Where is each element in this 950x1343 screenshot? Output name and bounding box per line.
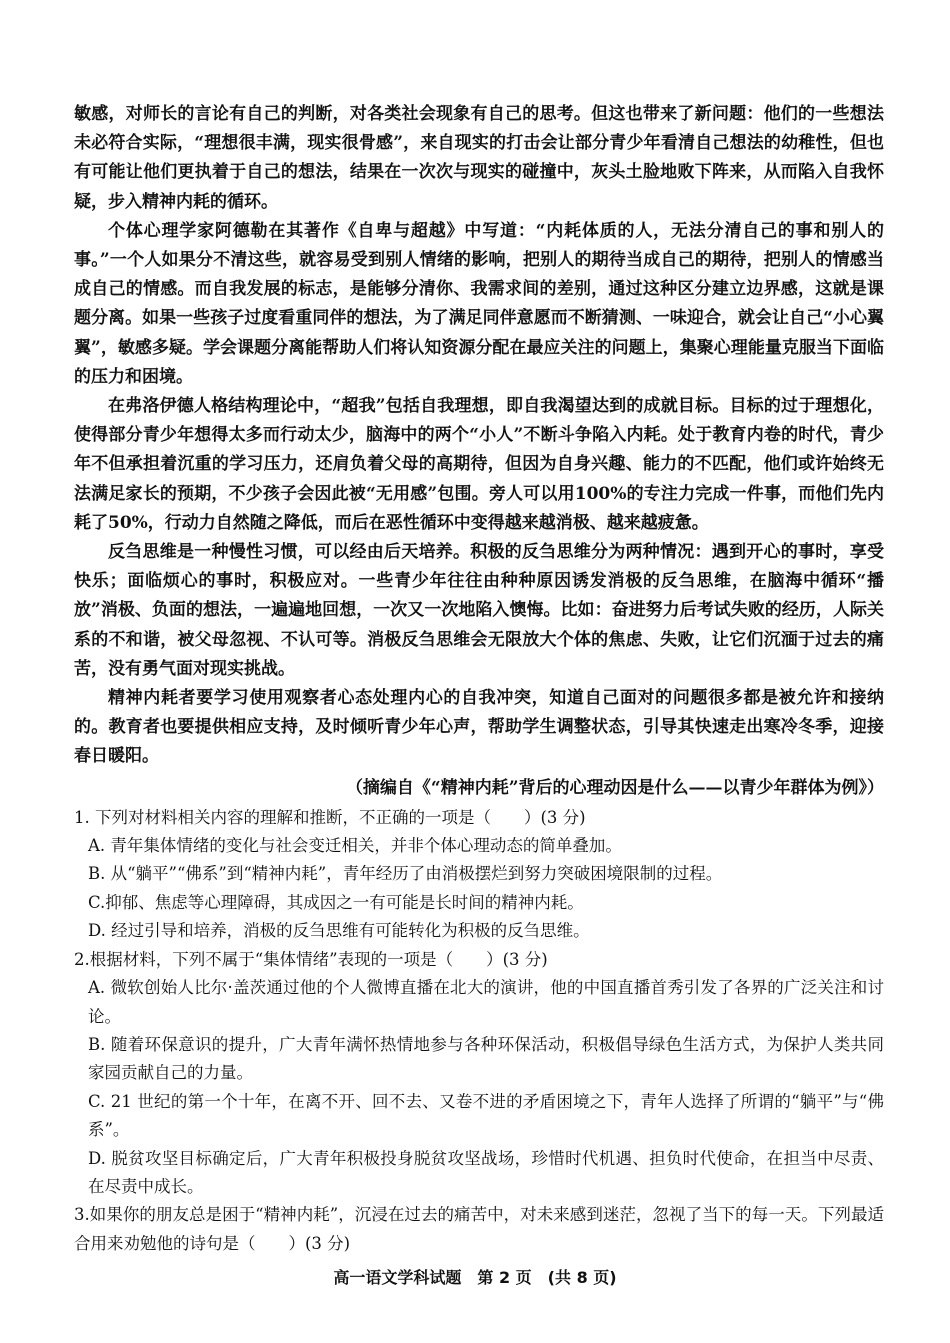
option-a: A. 微软创始人比尔·盖茨通过他的个人微博直播在北大的演讲，他的中国直播首秀引发了各界的广泛关注和讨论。 <box>88 978 884 1026</box>
question-list <box>74 804 884 1259</box>
option-b: B. 从“躺平”“佛系”到“精神内耗”，青年经历了由消极摆烂到努力突破困境限制的过程。 <box>88 864 723 884</box>
passage-paragraph: 在弗洛伊德人格结构理论中，“超我”包括自我理想，即自我渴望达到的成就目标。目标的过于理想化，使得部分青少年想得太多而行动太少，脑海中的两个“小人”不断斗争陷入内耗。处于教育内卷的时代，青少年不但承担着沉重的学习压力，还肩负着父母的高期待，但因为自身兴趣、能力的不匹配，他们或许始终无法满足家长的预期，不少孩子会因此被“无用感”包围。旁人可以用100%的专注力完成一件事，而他们先内耗了50%，行动力自然随之降低，而后在恶性循环中变得越来越消极、越来越疲惫。 <box>74 396 884 533</box>
passage-paragraph: 个体心理学家阿德勒在其著作《自卑与超越》中写道：“内耗体质的人，无法分清自己的事和别人的事。”一个人如果分不清这些，就容易受到别人情绪的影响，把别人的期待当成自己的期待，把别人的情感当成自己的情感。而自我发展的标志，是能够分清你、我需求间的差别，通过这种区分建立边界感，这就是课题分离。如果一些孩子过度看重同伴的想法，为了满足同伴意愿而不断猜测、一味迎合，就会让自己“小心翼翼”，敏感多疑。学会课题分离能帮助人们将认知资源分配在最应关注的问题上，集聚心理能量克服当下面临的压力和困境。 <box>74 220 884 387</box>
question-2 <box>74 946 884 1202</box>
option-c: C. 21 世纪的第一个十年，在离不开、回不去、又卷不进的矛盾困境之下，青年人选择了所谓的“躺平”与“佛系”。 <box>88 1091 884 1140</box>
option-c: C.抑郁、焦虑等心理障碍，其成因之一有可能是长时间的精神内耗。 <box>88 892 584 912</box>
page-footer: 高一语文学科试题 第 2 页 (共 8 页) <box>333 1268 617 1287</box>
question-stem: 3.如果你的朋友总是困于“精神内耗”，沉浸在过去的痛苦中，对未来感到迷茫，忽视了当下的每一天。下列最适合用来劝勉他的诗句是（ ）(3 分) <box>74 1205 884 1253</box>
passage-source: （摘编自《“精神内耗”背后的心理动因是什么——以青少年群体为例》） <box>345 777 884 798</box>
option-b: B. 随着环保意识的提升，广大青年满怀热情地参与各种环保活动，积极倡导绿色生活方式，为保护人类共同家园贡献自己的力量。 <box>88 1034 884 1083</box>
question-3 <box>74 1201 884 1258</box>
passage-paragraph: 精神内耗者要学习使用观察者心态处理内心的自我冲突，知道自己面对的问题很多都是被允许和接纳的。教育者也要提供相应支持，及时倾听青少年心声，帮助学生调整状态，引导其快速走出寒冷冬季，迎接春日暖阳。 <box>74 688 884 767</box>
passage-paragraph: 反刍思维是一种慢性习惯，可以经由后天培养。积极的反刍思维分为两种情况：遇到开心的事时，享受快乐；面临烦心的事时，积极应对。一些青少年往往由种种原因诱发消极的反刍思维，在脑海中循环“播放”消极、负面的想法，一遍遍地回想，一次又一次地陷入懊悔。比如：奋进努力后考试失败的经历，人际关系的不和谐，被父母忽视、不认可等。消极反刍思维会无限放大个体的焦虑、失败，让它们沉湎于过去的痛苦，没有勇气面对现实挑战。 <box>74 542 884 679</box>
option-a: A. 青年集体情绪的变化与社会变迁相关，并非个体心理动态的简单叠加。 <box>88 836 622 856</box>
option-d: D. 脱贫攻坚目标确定后，广大青年积极投身脱贫攻坚战场，珍惜时代机遇、担负时代使命，在担当中尽责、在尽责中成长。 <box>88 1148 884 1196</box>
passage-paragraph: 敏感，对师长的言论有自己的判断，对各类社会现象有自己的思考。但这也带来了新问题：他们的一些想法未必符合实际，“理想很丰满，现实很骨感”，来自现实的打击会让部分青少年看清自己想法的幼稚性，但也有可能让他们更执着于自己的想法，结果在一次次与现实的碰撞中，灰头土脸地败下阵来，从而陷入自我怀疑，步入精神内耗的循环。 <box>74 104 884 212</box>
option-d: D. 经过引导和培养，消极的反刍思维有可能转化为积极的反刍思维。 <box>88 921 590 941</box>
question-1 <box>74 804 884 946</box>
page-content <box>74 100 884 1258</box>
question-stem: 2.根据材料，下列不属于“集体情绪”表现的一项是（ ）(3 分) <box>74 949 548 969</box>
question-stem: 1. 下列对材料相关内容的理解和推断，不正确的一项是（ ）(3 分) <box>74 807 586 827</box>
